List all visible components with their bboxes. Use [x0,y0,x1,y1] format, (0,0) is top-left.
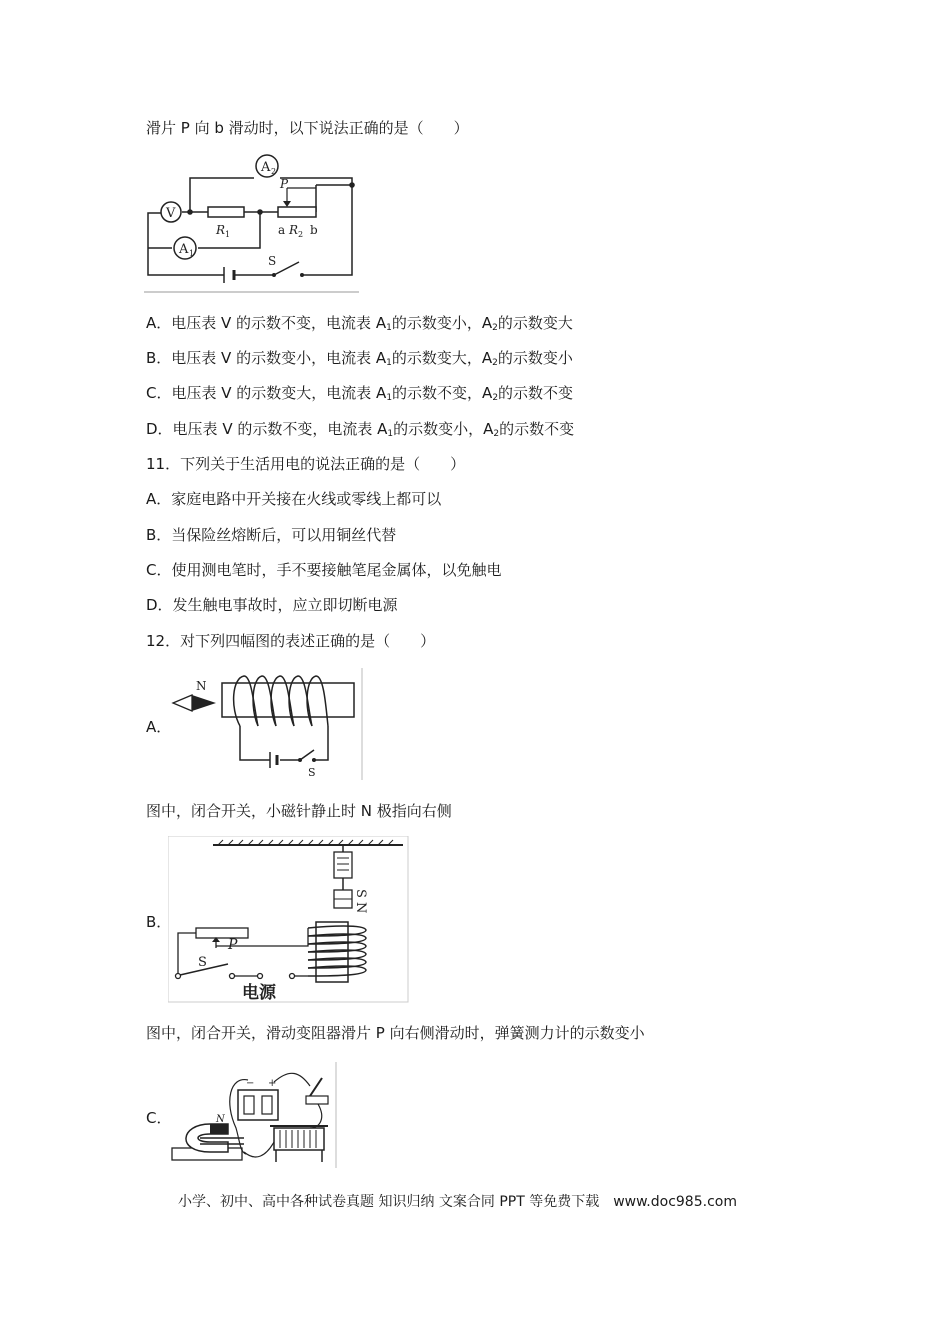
q10-option-a: A．电压表 V 的示数不变，电流表 $A_1$的示数变小，$A_2$的示数变大 [146,314,573,333]
svg-text:A: A [179,242,189,257]
svg-text:S: S [353,889,368,898]
compass-needle-icon [173,695,192,711]
q11-option-d: D．发生触电事故时，应立即切断电源 [146,596,398,614]
svg-text:电源: 电源 [242,983,276,1003]
q12-a-solenoid-figure [170,668,365,780]
switch-icon [300,750,314,760]
spring-scale-icon [334,852,352,878]
svg-text:1: 1 [225,230,231,239]
svg-text:S: S [308,766,316,779]
svg-text:S: S [268,254,277,268]
q10-option-d: D．电压表 V 的示数不变，电流表 $A_1$的示数变小，$A_2$的示数不变 [146,420,575,439]
q12-c-label: C． [146,1109,172,1127]
q12-a-caption: 图中，闭合开关，小磁针静止时 N 极指向右侧 [146,802,452,820]
svg-text:a: a [278,223,286,237]
q10-stem: 滑片 P 向 b 滑动时，以下说法正确的是（ ） [146,119,469,137]
svg-text:N: N [196,679,207,693]
footer-text: 小学、初中、高中各种试卷真题 知识归纳 文案合同 PPT 等免费下载 www.doc985.com [178,1194,737,1210]
q12-b-electromagnet-figure [168,836,410,1004]
svg-text:R: R [216,223,226,237]
slider-arrow-icon [283,201,291,207]
q12-c-motor-figure [170,1062,340,1168]
q11-option-c: C．使用测电笔时，手不要接触笔尾金属体，以免触电 [146,561,502,579]
q12-b-caption: 图中，闭合开关，滑动变阻器滑片 P 向右侧滑动时，弹簧测力计的示数变小 [146,1024,645,1042]
svg-text:1: 1 [189,249,195,258]
q11-option-a: A．家庭电路中开关接在火线或零线上都可以 [146,490,442,508]
q12-stem: 12．对下列四幅图的表述正确的是（ ） [146,632,436,650]
q10-option-b: B．电压表 V 的示数变小，电流表 $A_1$的示数变大，$A_2$的示数变小 [146,349,573,368]
switch-icon [274,262,299,275]
solenoid-core [222,683,354,717]
q10-circuit-diagram [144,150,364,295]
rheostat [196,928,248,938]
svg-text:P: P [228,937,238,953]
svg-text:2: 2 [298,230,304,239]
svg-text:P: P [280,177,289,191]
q10-option-c: C．电压表 V 的示数变大，电流表 $A_1$的示数不变，$A_2$的示数不变 [146,384,574,403]
svg-text:+: + [268,1078,277,1089]
svg-text:−: − [246,1078,255,1089]
svg-text:b: b [310,223,318,237]
svg-text:N: N [353,902,368,914]
svg-text:R: R [289,223,299,237]
resistor-r1 [208,207,244,217]
svg-text:N: N [216,1114,225,1125]
q12-a-label: A． [146,718,172,736]
q11-stem: 11．下列关于生活用电的说法正确的是（ ） [146,455,466,473]
svg-text:A: A [261,160,271,175]
q11-option-b: B．当保险丝熔断后，可以用铜丝代替 [146,526,397,544]
svg-text:V: V [166,206,176,221]
q12-b-label: B． [146,913,172,931]
svg-text:2: 2 [271,167,277,176]
switch-icon [310,1078,322,1096]
svg-text:S: S [198,955,207,970]
rheostat-r2 [278,207,316,217]
